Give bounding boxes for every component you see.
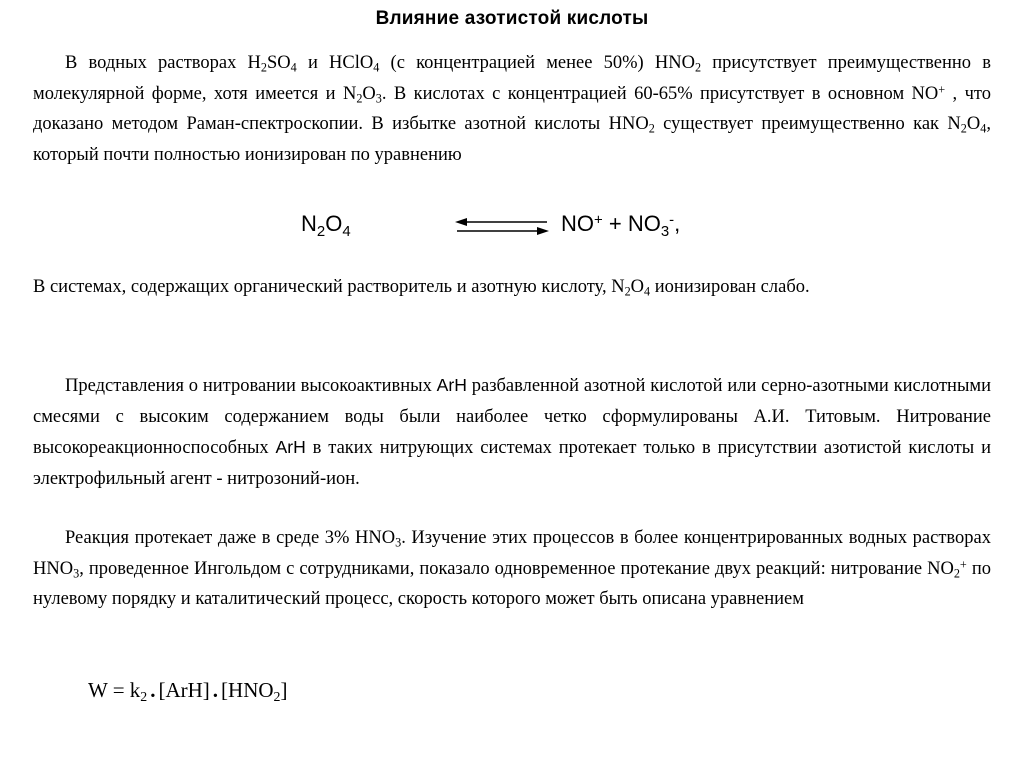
equation-right-side: [561, 211, 681, 240]
eq-right-comma: ,: [674, 211, 681, 236]
formula-term-hno2-close: ]: [280, 678, 288, 702]
formula-term-hno2-open: [HNO: [221, 678, 274, 702]
p2-text-1: В системах, содержащих органический растворитель и азотную кислоту, N: [33, 277, 625, 297]
p1-sub-5: 2: [356, 91, 363, 106]
p4-text-2: . Изучение этих процессов в более концентрированных водных растворах HNO: [33, 528, 991, 579]
eq-right-no: NO: [561, 211, 594, 236]
eq-left-sub-2: 2: [316, 222, 326, 240]
p3-text-2: разбавленной азотной кислотой или серно-азотными кислотными смесями с высоким содержанием воды были наиболее четко сформулированы А.И. Титовым. Нитрование высокореакционноспособных: [33, 376, 991, 458]
eq-left-n: N: [301, 211, 317, 236]
formula-w-k: W = k: [88, 678, 141, 702]
paragraph-block-3: [33, 370, 991, 494]
p4-text-3: , проведенное Ингольдом с сотрудниками, показало одновременное протекание двух реакций: нитрование NO: [79, 558, 954, 579]
eq-left-o: O: [325, 211, 343, 236]
p1-text-1: В водных растворах H: [65, 53, 261, 73]
formula-hno2-sub-2: 2: [273, 689, 281, 705]
formula-multiply-dot-1: .: [150, 678, 156, 702]
equation-left-side: [301, 211, 351, 240]
p4-sub-2: 3: [73, 566, 80, 581]
paragraph-block-2: [33, 272, 991, 303]
p1-text-2: SO: [267, 53, 291, 73]
eq-right-plus-charge: +: [594, 211, 603, 229]
p1-sub-8: 2: [960, 121, 967, 136]
eq-right-sub-3: 3: [660, 222, 670, 240]
p1-sub-9: 4: [980, 121, 987, 136]
p1-text-4: (с концентрацией менее 50%) HNO: [379, 53, 695, 73]
p1-text-10: O: [966, 114, 981, 134]
p2-sub-2: 4: [644, 284, 651, 299]
p1-text-8: , что доказано методом Раман-спектроскопии. В избытке азотной кислоты HNO: [33, 83, 991, 134]
p2-text-2: O: [630, 277, 645, 297]
formula-k-sub-2: 2: [140, 689, 148, 705]
p1-text-7: . В кислотах с концентрацией 60-65% присутствует в основном NO: [381, 83, 939, 104]
paragraph-reaction-ingold: [33, 523, 991, 615]
p1-sup-1: +: [938, 82, 946, 97]
formula-multiply-dot-2: .: [212, 678, 219, 702]
p2-text-3: ионизирован слабо.: [650, 277, 810, 297]
eq-left-sub-4: 4: [342, 222, 351, 240]
p3-text-1: Представления о нитровании высокоактивных: [65, 376, 437, 396]
p4-sup-1: +: [959, 557, 967, 572]
p3-arh-label-2: ArH: [275, 437, 306, 457]
p4-sub-3: 2: [953, 566, 960, 581]
p1-text-9: существует преимущественно как N: [654, 114, 961, 134]
p4-text-1: Реакция протекает даже в среде 3% HNO: [65, 528, 396, 548]
p1-text-6: O: [362, 83, 376, 104]
p1-sub-7: 2: [648, 121, 655, 136]
p1-text-5: присутствует преимущественно в молекулярной форме, хотя имеется и N: [33, 53, 991, 104]
p1-text-3: и HClO: [296, 53, 374, 73]
paragraph-aqueous-solutions: [33, 48, 991, 170]
paragraph-block-1: [33, 48, 991, 170]
p1-sub-3: 4: [373, 60, 380, 75]
eq-right-plus-sign: +: [602, 211, 628, 236]
p1-sub-2: 4: [290, 60, 297, 75]
chemical-equation: [33, 205, 991, 251]
p2-sub-1: 2: [624, 284, 631, 299]
formula-term-arh: [ArH]: [158, 678, 210, 702]
paragraph-organic-solvent: [33, 272, 991, 303]
eq-right-minus-charge: -: [669, 211, 675, 229]
page-title: Влияние азотистой кислоты: [375, 8, 649, 29]
p3-text-3: в таких нитрующих системах протекает только в присутствии азотистой кислоты и электрофильный агент - нитрозоний-ион.: [33, 438, 992, 489]
p1-sub-6: 3: [375, 91, 382, 106]
p1-text-11: , который почти полностью ионизирован по уравнению: [33, 114, 991, 165]
equilibrium-arrow-icon: [453, 217, 551, 237]
p1-sub-4: 2: [694, 60, 702, 75]
rate-law-formula: [88, 678, 287, 703]
paragraph-titov-nitration: [33, 370, 991, 494]
p3-arh-label-1: ArH: [436, 375, 467, 395]
p4-text-4: по нулевому порядку и каталитический процесс, скорость которого может быть описана уравнением: [33, 558, 991, 609]
p4-sub-1: 3: [395, 535, 402, 550]
paragraph-block-4: [33, 523, 991, 615]
eq-right-no3: NO: [627, 211, 661, 236]
p1-sub-1: 2: [260, 60, 268, 75]
